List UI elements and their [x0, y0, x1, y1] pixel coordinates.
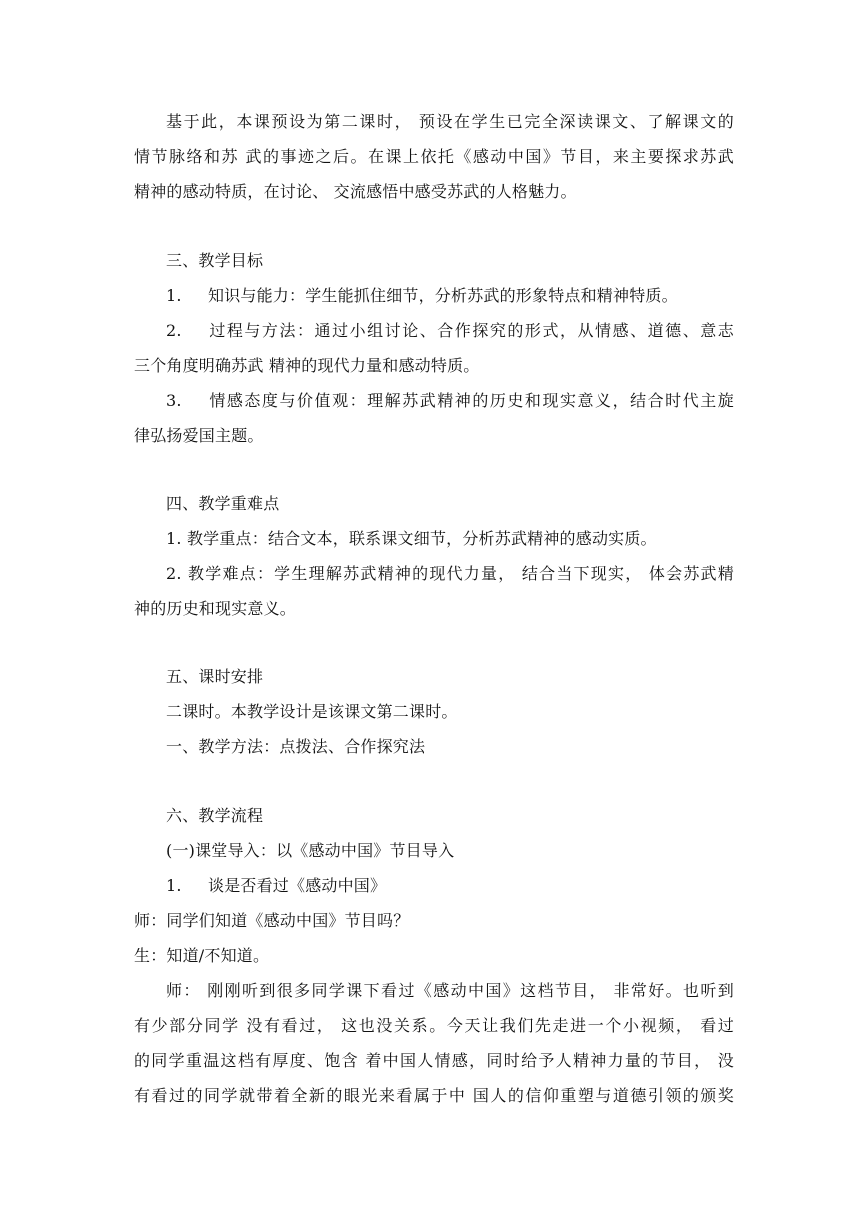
process-subheading: (一)课堂导入：以《感动中国》节目导入 [166, 841, 455, 860]
objective-text-2a: 过程与方法：通过小组讨论、合作探究的形式，从情感、道德、意志 [208, 321, 734, 340]
objective-num-3: 3. [166, 391, 182, 410]
keypoint-line-3: 神的历史和现实意义。 [134, 599, 297, 618]
teacher-para-line-4: 有看过的同学就带着全新的眼光来看属于中 国人的信仰重塑与道德引领的颁奖 [134, 1086, 734, 1105]
objective-item-1 [166, 285, 734, 307]
objective-item-2 [166, 320, 734, 342]
intro-line-2: 情节脉络和苏 武的事迹之后。在课上依托《感动中国》节目，来主要探求苏武 [134, 147, 734, 166]
intro-line-1: 基于此，本课预设为第二课时， 预设在学生已完全深读课文、了解课文的 [166, 112, 734, 131]
process-text-1: 谈是否看过《感动中国》 [208, 876, 387, 895]
objective-text-1: 知识与能力：学生能抓住细节，分析苏武的形象特点和精神特质。 [208, 286, 678, 305]
section-heading-schedule: 五、课时安排 [166, 667, 264, 686]
teacher-para-line-1: 师： 刚刚听到很多同学课下看过《感动中国》这档节目， 非常好。也听到 [166, 981, 734, 1000]
objective-text-3a: 情感态度与价值观：理解苏武精神的历史和现实意义，结合时代主旋 [208, 391, 734, 410]
section-heading-keypoints: 四、教学重难点 [166, 494, 280, 513]
objective-num-2: 2. [166, 321, 182, 340]
objective-item-3 [166, 390, 734, 412]
teacher-para-line-3: 的同学重温这档有厚度、饱含 着中国人情感，同时给予人精神力量的节目， 没 [134, 1051, 734, 1070]
schedule-line-1: 二课时。本教学设计是该课文第二课时。 [166, 702, 458, 721]
teacher-para-line-2: 有少部分同学 没有看过， 这也没关系。今天让我们先走进一个小视频， 看过 [134, 1016, 734, 1035]
schedule-line-2: 一、教学方法：点拨法、合作探究法 [166, 737, 426, 756]
section-heading-objectives: 三、教学目标 [166, 251, 264, 270]
process-item-1 [166, 875, 734, 897]
intro-line-3: 精神的感动特质，在讨论、 交流感悟中感受苏武的人格魅力。 [134, 182, 577, 201]
objective-text-3b: 律弘扬爱国主题。 [134, 426, 264, 445]
dialog-teacher-1: 师：同学们知道《感动中国》节目吗？ [134, 911, 410, 930]
objective-text-2b: 三个角度明确苏武 精神的现代力量和感动特质。 [134, 356, 480, 375]
objective-num-1: 1. [166, 286, 182, 305]
dialog-student-1: 生：知道/不知道。 [134, 946, 270, 965]
section-heading-process: 六、教学流程 [166, 806, 264, 825]
keypoint-line-2: 2. 教学难点：学生理解苏武精神的现代力量， 结合当下现实， 体会苏武精 [166, 564, 734, 583]
process-num-1: 1. [166, 876, 182, 895]
keypoint-line-1: 1. 教学重点：结合文本，联系课文细节，分析苏武精神的感动实质。 [166, 529, 657, 548]
